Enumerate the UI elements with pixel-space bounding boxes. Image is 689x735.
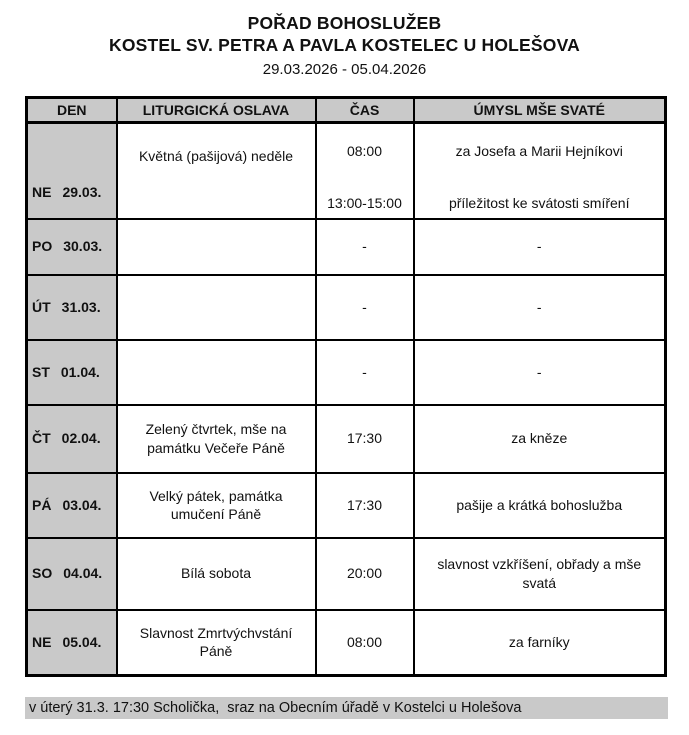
intention-entry: - [536, 363, 542, 380]
schedule-table [25, 96, 667, 677]
time-cell [316, 275, 414, 340]
day-abbrev: PO [32, 238, 53, 255]
celebration-cell: Velký pátek, památka umučení Páně [117, 473, 316, 538]
celebration-cell: Květná (pašijová) neděle [117, 123, 316, 219]
intention-entry: - [536, 298, 542, 315]
column-header-umysl-mse-svate: ÚMYSL MŠE SVATÉ [414, 98, 666, 123]
day-abbrev: NE [32, 634, 52, 651]
day-abbrev: ÚT [32, 298, 51, 315]
day-date: 03.04. [62, 496, 102, 513]
time-entry: - [362, 298, 367, 315]
day-date: 31.03. [61, 298, 101, 315]
schedule-body [27, 123, 666, 676]
table-row [27, 219, 666, 275]
day-cell [27, 610, 117, 676]
table-row [27, 123, 666, 219]
day-abbrev: SO [32, 565, 53, 582]
table-row [27, 610, 666, 676]
celebration-cell: Zelený čtvrtek, mše na památku Večeře Páně [117, 405, 316, 473]
intention-entry: pašije a krátká bohoslužba [456, 496, 623, 513]
celebration-cell: Slavnost Zmrtvýchvstání Páně [117, 610, 316, 676]
celebration-cell [117, 275, 316, 340]
intention-cell [414, 219, 666, 275]
intention-entry: za Josefa a Marii Hejníkovi [455, 142, 623, 159]
table-row [27, 340, 666, 405]
time-entry: 13:00-15:00 [327, 194, 402, 211]
time-cell [316, 473, 414, 538]
celebration-cell: Bílá sobota [117, 538, 316, 610]
day-abbrev: ČT [32, 430, 51, 447]
day-cell [27, 275, 117, 340]
day-cell [27, 538, 117, 610]
column-header-liturgicka-oslava: LITURGICKÁ OSLAVA [117, 98, 316, 123]
time-cell [316, 405, 414, 473]
intention-entry: za farníky [508, 634, 570, 651]
day-cell [27, 405, 117, 473]
day-cell [27, 340, 117, 405]
time-cell [316, 123, 414, 219]
time-cell [316, 340, 414, 405]
time-entry: 08:00 [346, 634, 383, 651]
day-cell [27, 473, 117, 538]
table-row [27, 538, 666, 610]
column-header-cas: ČAS [316, 98, 414, 123]
time-entry: 08:00 [346, 142, 383, 159]
celebration-cell [117, 219, 316, 275]
time-cell [316, 610, 414, 676]
day-date: 29.03. [62, 183, 102, 200]
time-entry: - [362, 363, 367, 380]
time-entry: 20:00 [346, 565, 383, 582]
day-date: 05.04. [62, 634, 102, 651]
intention-cell [414, 123, 666, 219]
intention-cell [414, 610, 666, 676]
day-abbrev: ST [32, 363, 50, 380]
day-cell [27, 219, 117, 275]
date-range: 29.03.2026 - 05.04.2026 [262, 61, 427, 78]
intention-cell [414, 473, 666, 538]
intention-entry: - [536, 238, 542, 255]
footnote-bar: v úterý 31.3. 17:30 Scholička, sraz na Obecním úřadě v Kostelci u Holešova [25, 697, 668, 719]
day-cell [27, 123, 117, 219]
day-date: 30.03. [63, 238, 103, 255]
time-cell [316, 219, 414, 275]
intention-entry: příležitost ke svátosti smíření [448, 194, 630, 211]
table-row [27, 473, 666, 538]
table-header-row [27, 98, 666, 123]
time-entry: 17:30 [346, 496, 383, 513]
intention-entry: slavnost vzkříšení, obřady a mše svatá [437, 556, 642, 591]
time-entry: 17:30 [346, 430, 383, 447]
table-row [27, 275, 666, 340]
time-entry: - [362, 238, 367, 255]
intention-cell [414, 538, 666, 610]
page-title: POŘAD BOHOSLUŽEB [247, 13, 442, 33]
page-subtitle: KOSTEL SV. PETRA A PAVLA KOSTELEC U HOLEŠOVA [109, 35, 580, 55]
celebration-cell [117, 340, 316, 405]
day-abbrev: PÁ [32, 496, 52, 513]
table-row [27, 405, 666, 473]
intention-cell [414, 405, 666, 473]
day-abbrev: NE [32, 183, 52, 200]
intention-cell [414, 275, 666, 340]
time-cell [316, 538, 414, 610]
day-date: 02.04. [61, 430, 101, 447]
intention-entry: za kněze [511, 430, 568, 447]
day-date: 01.04. [60, 363, 100, 380]
column-header-den: DEN [27, 98, 117, 123]
day-date: 04.04. [63, 565, 103, 582]
document-header [0, 12, 689, 80]
intention-cell [414, 340, 666, 405]
